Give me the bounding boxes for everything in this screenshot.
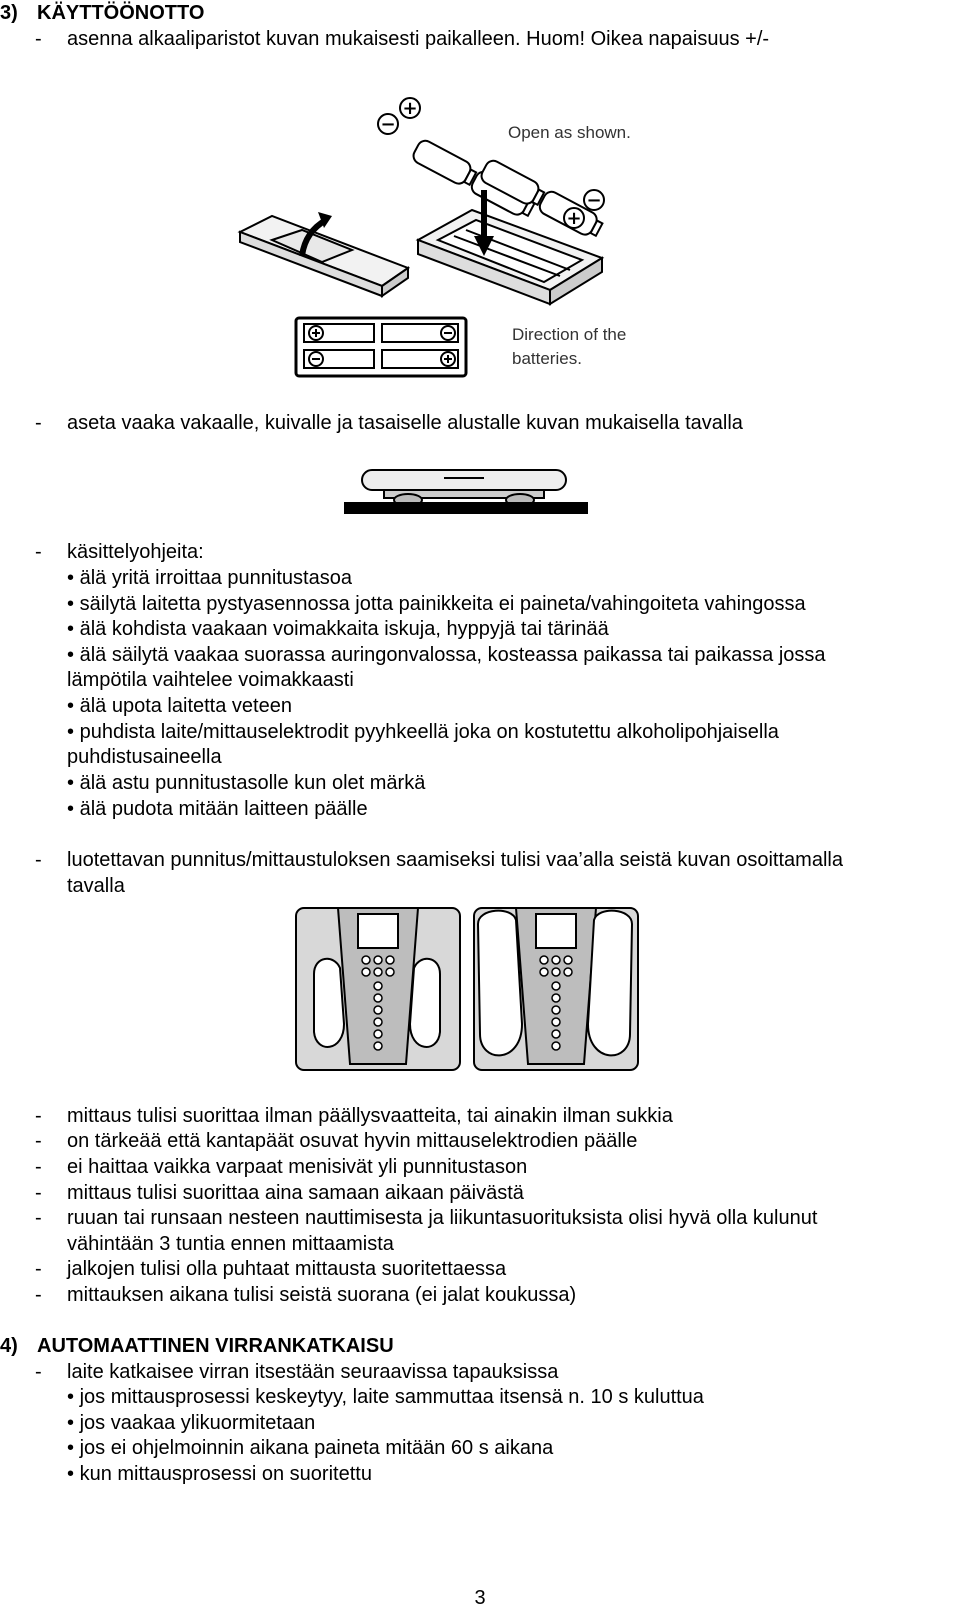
- feet-position-figure: [294, 904, 642, 1074]
- polarity-plus-icon: [564, 208, 584, 229]
- section-number: 3): [0, 2, 18, 24]
- battery-installation-figure: [232, 90, 632, 380]
- scale-side-icon: [362, 470, 566, 506]
- open-as-shown-label: Open as shown.: [508, 123, 631, 142]
- section-number: 4): [0, 1335, 18, 1357]
- svg-text:−: −: [586, 190, 602, 211]
- polarity-minus-icon: [378, 114, 398, 135]
- battery-direction-diagram: [296, 318, 466, 376]
- section-title: AUTOMAATTINEN VIRRANKATKAISU: [37, 1335, 394, 1357]
- standing-instruction: luotettavan punnitus/mittaustuloksen saamiseksi tulisi vaa’alla seistä kuvan osoittamalla: [67, 849, 843, 871]
- scale-on-surface-figure: [344, 464, 588, 516]
- document-page: 3) KÄYTTÖÖNOTTO - asenna alkaaliparistot kuvan mukaisesti paikalleen. Huom! Oikea napaisuus +/- + − + − Open as shown. Direction of the batteries. - aseta vaaka vakaalle, kuivalle ja tasaiselle alustalle kuvan mukaisella tavalla - käsittelyohjeita: • älä yritä irroittaa punnitustasoa • säilytä laitetta pystyasennossa jotta painikkeita ei paineta/vahingoiteta vahingossa • älä kohdista vaakaan voimakkaita iskuja, hyppyjä tai tärinää • älä säilytä vaakaa suorassa auringonvalossa, kosteassa paikassa tai paikassa jossa lämpötila vaihtelee voimakkaasti • älä upota laitetta veteen • puhdista laite/mittauselektrodit pyyhkeellä joka on kostutettu alkoholipohjaisella puhdistusaineella • älä astu punnitustasolle kun olet märkä • älä pudota mitään laitteen päälle - luotettavan punnitus/mittaustuloksen saamiseksi tulisi vaa’alla seistä kuvan osoittamalla tavalla - mittaus tulisi suorittaa ilman päällysvaatteita, tai ainakin ilman sukkia - on tärkeää että kantapäät osuvat hyvin mittauselektrodien päälle - ei haittaa vaikka varpaat menisivät yli punnitustason - mittaus tulisi suorittaa aina samaan aikaan päivästä - ruuan tai runsaan nesteen nauttimisesta ja liikuntasuorituksista olisi hyvä olla kulunut vähintään 3 tuntia ennen mittaamista - jalkojen tulisi olla puhtaat mittausta suoritettaessa - mittauksen aikana tulisi seistä suorana (ei jalat koukussa) 4) AUTOMAATTINEN VIRRANKATKAISU - laite katkaisee virran itsestään seuraavissa tapauksissa • jos mittausprosessi keskeytyy, laite sammuttaa itsensä n. 10 s kuluttua • jos vaakaa ylikuormitetaan • jos ei ohjelmoinnin aikana paineta mitään 60 s aikana • kun mittausprosessi on suoritettu 3: [0, 0, 960, 1612]
- section-title: KÄYTTÖÖNOTTO: [37, 2, 205, 24]
- scale-top-view-icon: [474, 908, 638, 1070]
- svg-text:−: −: [380, 114, 396, 135]
- surface-instruction: aseta vaaka vakaalle, kuivalle ja tasaiselle alustalle kuvan mukaisella tavalla: [67, 412, 743, 434]
- page-number: 3: [474, 1587, 486, 1609]
- direction-label-line1: Direction of the: [512, 325, 627, 344]
- battery-instruction: asenna alkaaliparistot kuvan mukaisesti paikalleen. Huom! Oikea napaisuus +/-: [67, 28, 770, 50]
- polarity-plus-icon: [400, 98, 420, 119]
- surface-bar: [344, 502, 588, 514]
- svg-text:+: +: [566, 208, 582, 229]
- scale-top-view-icon: [296, 908, 460, 1070]
- polarity-minus-icon: [584, 190, 604, 211]
- svg-text:+: +: [402, 98, 418, 119]
- handling-heading: käsittelyohjeita:: [67, 541, 204, 563]
- direction-label-line2: batteries.: [512, 349, 582, 368]
